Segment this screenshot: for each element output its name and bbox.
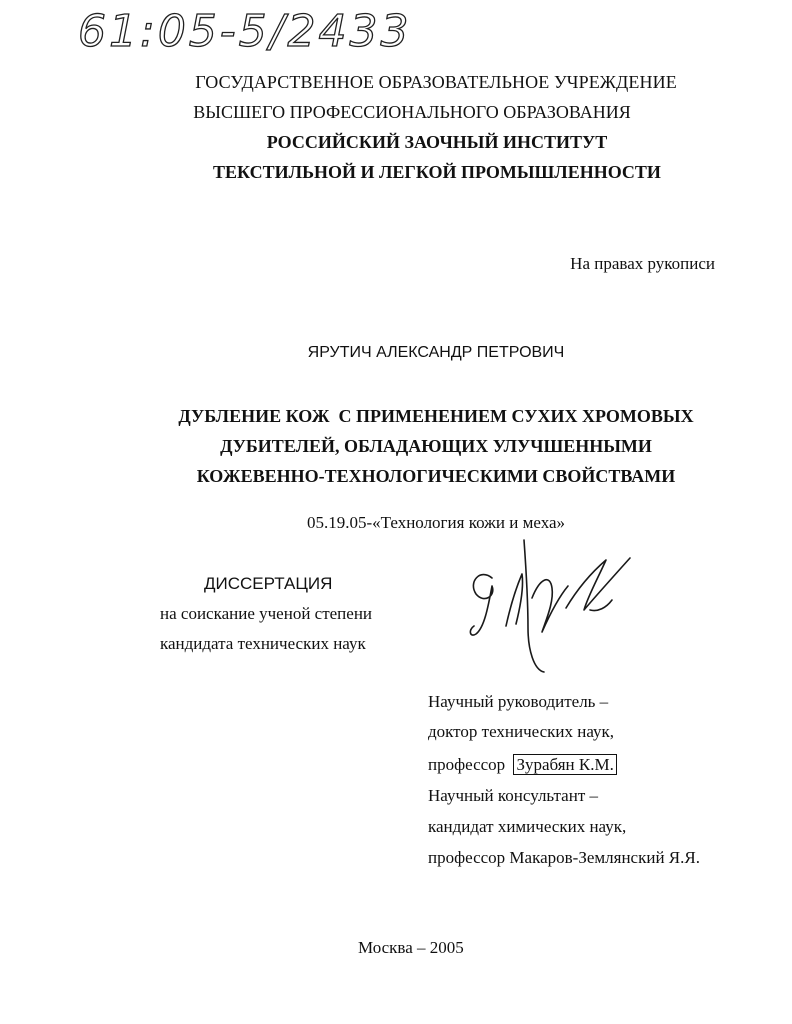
title-line-2: ДУБИТЕЛЕЙ, ОБЛАДАЮЩИХ УЛУЧШЕННЫМИ [220, 436, 652, 456]
institution-line-2: ВЫСШЕГО ПРОФЕССИОНАЛЬНОГО ОБРАЗОВАНИЯ [193, 102, 631, 122]
consultant-name-line: профессор Макаров-Землянский Я.Я. [428, 848, 700, 867]
supervisor-title: профессор [428, 755, 506, 774]
institution-name-line-1: РОССИЙСКИЙ ЗАОЧНЫЙ ИНСТИТУТ [266, 132, 608, 152]
consultant-role: Научный консультант – [428, 786, 598, 805]
manuscript-rights-note: На правах рукописи [570, 254, 715, 273]
dissertation-degree-line-1: на соискание ученой степени [160, 604, 373, 623]
dissertation-title [120, 401, 752, 491]
handwritten-signature [466, 538, 636, 678]
author-name: ЯРУТИЧ АЛЕКСАНДР ПЕТРОВИЧ [307, 344, 565, 361]
dissertation-degree-line-2: кандидата технических наук [160, 634, 366, 653]
title-line-1: ДУБЛЕНИЕ КОЖ С ПРИМЕНЕНИЕМ СУХИХ ХРОМОВЫХ [178, 406, 694, 426]
supervisor-name-boxed: Зурабян К.М. [513, 754, 616, 775]
handwritten-archive-code [78, 4, 438, 56]
handwritten-code-text: 61:05-5/2433 [78, 6, 412, 56]
supervisor-line [428, 755, 617, 775]
specialty-code: 05.19.05-«Технология кожи и меха» [306, 513, 566, 532]
title-line-3: КОЖЕВЕННО-ТЕХНОЛОГИЧЕСКИМИ СВОЙСТВАМИ [196, 466, 676, 486]
supervisor-role: Научный руководитель – [428, 692, 609, 711]
dissertation-label: ДИССЕРТАЦИЯ [204, 574, 333, 593]
supervisor-degree: доктор технических наук, [428, 722, 615, 741]
city-and-year: Москва – 2005 [358, 938, 464, 957]
institution-name-line-2: ТЕКСТИЛЬНОЙ И ЛЕГКОЙ ПРОМЫШЛЕННОСТИ [213, 162, 661, 182]
institution-line-1: ГОСУДАРСТВЕННОЕ ОБРАЗОВАТЕЛЬНОЕ УЧРЕЖДЕНИЕ [195, 72, 677, 92]
consultant-degree: кандидат химических наук, [428, 817, 627, 836]
